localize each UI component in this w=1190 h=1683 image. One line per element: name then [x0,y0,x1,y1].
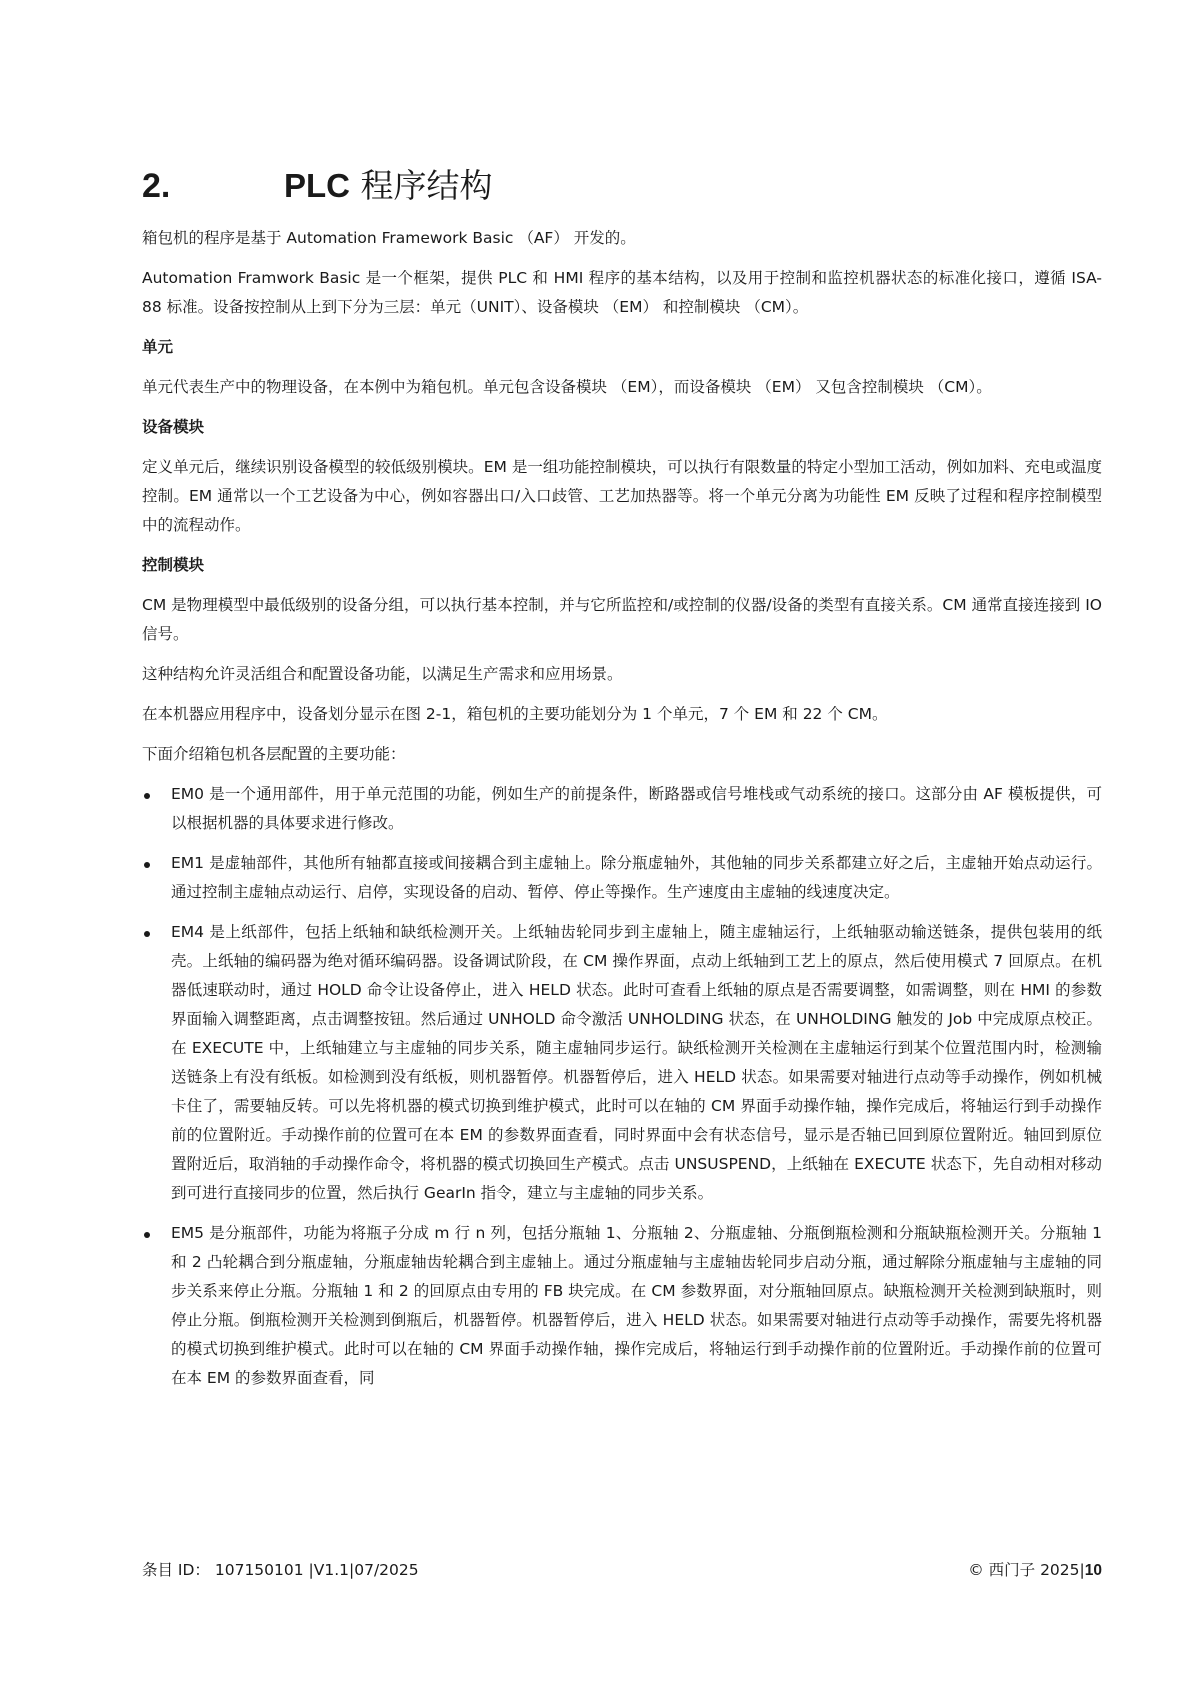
footer-copyright-text: © 西门子 2025| [968,1561,1085,1579]
chapter-heading [142,160,1102,208]
list-item-text: EM0 是一个通用部件，用于单元范围的功能，例如生产的前提条件，断路器或信号堆栈或气动系统的接口。这部分由 AF 模板提供，可以根据机器的具体要求进行修改。 [171,785,1102,832]
bullet-icon [144,931,150,937]
chapter-title [284,160,493,207]
function-list [142,780,1102,1393]
unit-paragraph: 单元代表生产中的物理设备，在本例中为箱包机。单元包含设备模块 （EM），而设备模块 （EM） 又包含控制模块 （CM）。 [142,378,992,396]
footer-copyright [968,1558,1102,1580]
list-item-em1 [142,849,1102,907]
list-item-em5 [142,1219,1102,1393]
list-item-text: EM1 是虚轴部件，其他所有轴都直接或间接耦合到主虚轴上。除分瓶虚轴外，其他轴的同步关系都建立好之后，主虚轴开始点动运行。通过控制主虚轴点动运行、启停，实现设备的启动、暂停、停止等操作。生产速度由主虚轴的线速度决定。 [171,854,1102,901]
bullet-icon [144,793,150,799]
bullet-icon [144,1232,150,1238]
control-module-heading: 控制模块 [142,556,205,574]
bullet-icon [144,862,150,868]
flexible-paragraph: 这种结构允许灵活组合和配置设备功能，以满足生产需求和应用场景。 [142,665,623,683]
list-intro-paragraph: 下面介绍箱包机各层配置的主要功能： [142,745,406,763]
equipment-module-paragraph: 定义单元后，继续识别设备模型的较低级别模块。EM 是一组功能控制模块，可以执行有限数量的特定小型加工活动，例如加料、充电或温度控制。EM 通常以一个工艺设备为中心，例如容器出口/入口歧管、工艺加热器等。将一个单元分离为功能性 EM 反映了过程和程序控制模型中的流程动作。 [142,458,1102,534]
unit-heading: 单元 [142,338,174,356]
footer-article-id: 条目 ID： 107150101 |V1.1|07/2025 [142,1561,419,1579]
list-item-em4 [142,918,1102,1208]
chapter-number: 2. [142,167,171,205]
page-number: 10 [1084,1562,1102,1579]
list-item-text: EM4 是上纸部件，包括上纸轴和缺纸检测开关。上纸轴齿轮同步到主虚轴上，随主虚轴运行，上纸轴驱动输送链条，提供包装用的纸壳。上纸轴的编码器为绝对循环编码器。设备调试阶段，在 CM 操作界面，点动上纸轴到工艺上的原点，然后使用模式 7 回原点。在机器低速联动时，通过 HOLD 命令让设备停止，进入 HELD 状态。此时可查看上纸轴的原点是否需要调整，如需调整，则在 HMI 的参数界面输入调整距离，点击调整按钮。然后通过 UNHOLD 命令激活 UNHOLDING 状态，在 UNHOLDING 触发的 Job 中完成原点校正。在 EXECUTE 中，上纸轴建立与主虚轴的同步关系，随主虚轴同步运行。缺纸检测开关检测在主虚轴运行到某个位置范围内时，检测输送链条上有没有纸板。如检测到没有纸板，则机器暂停。机器暂停后，进入 HELD 状态。如果需要对轴进行点动等手动操作，例如机械卡住了，需要轴反转。可以先将机器的模式切换到维护模式，此时可以在轴的 CM 界面手动操作轴，操作完成后，将轴运行到手动操作前的位置附近。手动操作前的位置可在本 EM 的参数界面查看，同时界面中会有状态信号，显示是否轴已回到原位置附近。轴回到原位置附近后，取消轴的手动操作命令，将机器的模式切换回生产模式。点击 UNSUSPEND，上纸轴在 EXECUTE 状态下，先自动相对移动到可进行直接同步的位置，然后执行 GearIn 指令，建立与主虚轴的同步关系。 [171,923,1102,1202]
division-paragraph: 在本机器应用程序中，设备划分显示在图 2-1，箱包机的主要功能划分为 1 个单元，7 个 EM 和 22 个 CM。 [142,705,888,723]
equipment-module-heading: 设备模块 [142,418,205,436]
control-module-paragraph: CM 是物理模型中最低级别的设备分组，可以执行基本控制，并与它所监控和/或控制的仪器/设备的类型有直接关系。CM 通常直接连接到 IO 信号。 [142,596,1102,643]
chapter-title-bold: PLC [284,167,350,204]
chapter-title-rest: 程序结构 [350,166,493,205]
framework-paragraph: Automation Framwork Basic 是一个框架，提供 PLC 和 HMI 程序的基本结构，以及用于控制和监控机器状态的标准化接口，遵循 ISA-88 标准。设备按控制从上到下分为三层：单元（UNIT）、设备模块 （EM） 和控制模块 （CM）。 [142,269,1102,316]
page-footer [142,1558,1102,1580]
list-item-em0 [142,780,1102,838]
intro-paragraph: 箱包机的程序是基于 Automation Framework Basic （AF） 开发的。 [142,229,636,247]
page-content [142,160,1102,1404]
list-item-text: EM5 是分瓶部件，功能为将瓶子分成 m 行 n 列，包括分瓶轴 1、分瓶轴 2、分瓶虚轴、分瓶倒瓶检测和分瓶缺瓶检测开关。分瓶轴 1 和 2 凸轮耦合到分瓶虚轴，分瓶虚轴齿轮耦合到主虚轴上。通过分瓶虚轴与主虚轴齿轮同步启动分瓶，通过解除分瓶虚轴与主虚轴的同步关系来停止分瓶。分瓶轴 1 和 2 的回原点由专用的 FB 块完成。在 CM 参数界面，对分瓶轴回原点。缺瓶检测开关检测到缺瓶时，则停止分瓶。倒瓶检测开关检测到倒瓶后，机器暂停。机器暂停后，进入 HELD 状态。如果需要对轴进行点动等手动操作，需要先将机器的模式切换到维护模式。此时可以在轴的 CM 界面手动操作轴，操作完成后，将轴运行到手动操作前的位置附近。手动操作前的位置可在本 EM 的参数界面查看，同 [171,1224,1102,1387]
